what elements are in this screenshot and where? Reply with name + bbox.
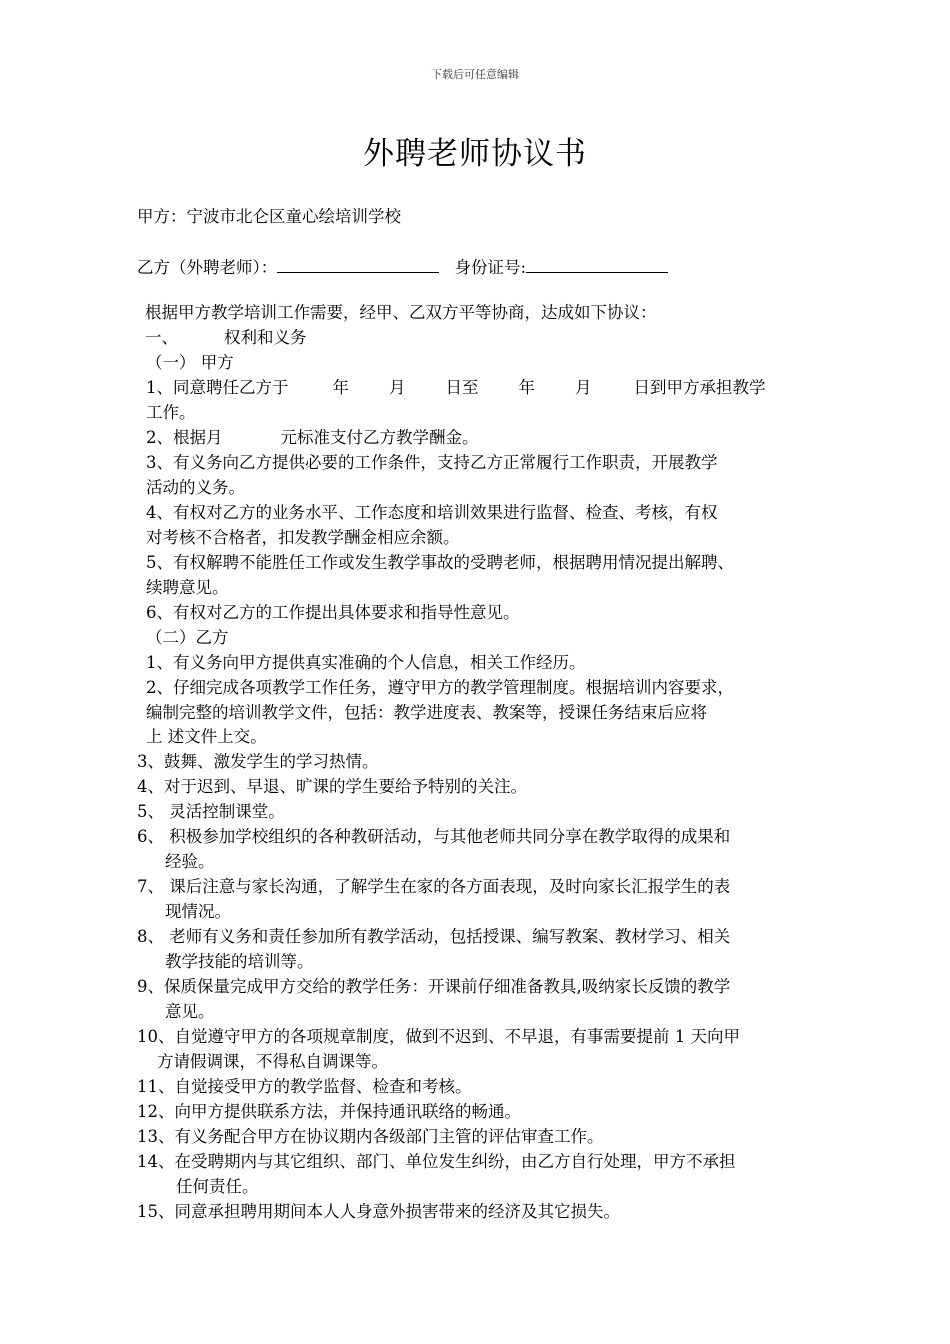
clause-b2: 2、仔细完成各项教学工作任务，遵守甲方的教学管理制度。根据培训内容要求， (146, 678, 734, 697)
clause-b2-continued-1: 编制完整的培训教学文件，包括：教学进度表、教案等，授课任务结束后应将 (146, 703, 707, 722)
clause-a5: 5、有权解聘不能胜任工作或发生教学事故的受聘老师，根据聘用情况提出解聘、 (146, 553, 734, 572)
section-one-number: 一、 (145, 328, 178, 347)
clause-b9: 9、保质保量完成甲方交给的教学任务：开课前仔细准备教具,吸纳家长反馈的教学 (137, 977, 731, 996)
clause-b14-continued: 任何责任。 (176, 1177, 259, 1196)
clause-b1: 1、有义务向甲方提供真实准确的个人信息，相关工作经历。 (146, 653, 586, 672)
clause-b15: 15、同意承担聘用期间本人人身意外损害带来的经济及其它损失。 (137, 1202, 620, 1221)
clause-b3: 3、鼓舞、激发学生的学习热情。 (137, 752, 379, 771)
clause-b13: 13、有义务配合甲方在协议期内各级部门主管的评估审查工作。 (137, 1127, 604, 1146)
clause-b10: 10、自觉遵守甲方的各项规章制度，做到不迟到、不早退，有事需要提前 1 天向甲 (137, 1027, 740, 1046)
clause-b11: 11、自觉接受甲方的教学监督、检查和考核。 (137, 1077, 472, 1096)
clause-a6: 6、有权对乙方的工作提出具体要求和指导性意见。 (146, 603, 520, 622)
party-a-line: 甲方：宁波市北仑区童心绘培训学校 (137, 207, 401, 226)
header-note: 下载后可任意编辑 (431, 68, 519, 81)
party-b-name-blank[interactable] (277, 256, 439, 273)
clause-b8-continued: 教学技能的培训等。 (165, 952, 314, 971)
clause-a3-continued: 活动的义务。 (146, 478, 245, 497)
clause-a1-month: 月 (389, 378, 406, 397)
clause-a1-day2: 日到甲方承担教学 (633, 378, 766, 397)
party-a-subheading: （一） 甲方 (146, 353, 234, 372)
clause-a4-continued: 对考核不合格者，扣发教学酬金相应余额。 (146, 528, 460, 547)
party-b-label: 乙方（外聘老师）： (137, 258, 278, 277)
clause-a2 (146, 427, 479, 449)
clause-b4: 4、对于迟到、早退、旷课的学生要给予特别的关注。 (137, 777, 527, 796)
intro-paragraph: 根据甲方教学培训工作需要，经甲、乙双方平等协商，达成如下协议： (145, 303, 657, 322)
clause-b6-continued: 经验。 (165, 852, 215, 871)
party-b-line (137, 254, 668, 278)
clause-b5: 5、 灵活控制课堂。 (137, 802, 285, 821)
clause-a1-year: 年 (332, 378, 349, 397)
document-title: 外聘老师协议书 (363, 136, 587, 172)
clause-b2-continued-2: 上 述文件上交。 (146, 727, 267, 746)
clause-b10-continued: 方请假调课，不得私自调课等。 (157, 1052, 388, 1071)
clause-b7: 7、 课后注意与家长沟通，了解学生在家的各方面表现，及时向家长汇报学生的表 (137, 877, 731, 896)
section-one-heading (145, 327, 307, 349)
clause-b9-continued: 意见。 (165, 1002, 215, 1021)
clause-a1 (146, 377, 766, 399)
clause-a1-month2: 月 (575, 378, 592, 397)
clause-a1-year2: 年 (518, 378, 535, 397)
party-b-subheading: （二）乙方 (146, 628, 229, 647)
id-number-label: 身份证号: (454, 258, 527, 277)
id-number-blank[interactable] (526, 256, 668, 273)
clause-b12: 12、向甲方提供联系方法，并保持通讯联络的畅通。 (137, 1102, 521, 1121)
clause-b6: 6、 积极参加学校组织的各种教研活动，与其他老师共同分享在教学取得的成果和 (137, 827, 731, 846)
clause-a1-continued: 工作。 (146, 403, 196, 422)
clause-a2-text: 2、根据月 (146, 428, 223, 447)
clause-a3: 3、有义务向乙方提供必要的工作条件，支持乙方正常履行工作职责，开展教学 (146, 453, 718, 472)
clause-b8: 8、 老师有义务和责任参加所有教学活动，包括授课、编写教案、教材学习、相关 (137, 927, 731, 946)
section-one-title: 权利和义务 (224, 328, 307, 347)
clause-a1-day-to: 日至 (445, 378, 479, 397)
clause-a1-text: 1、同意聘任乙方于 (146, 378, 289, 397)
clause-b14: 14、在受聘期内与其它组织、部门、单位发生纠纷，由乙方自行处理，甲方不承担 (137, 1152, 736, 1171)
clause-b7-continued: 现情况。 (165, 902, 231, 921)
clause-a5-continued: 续聘意见。 (146, 578, 229, 597)
clause-a2-text-end: 元标准支付乙方教学酬金。 (280, 428, 479, 447)
clause-a4: 4、有权对乙方的业务水平、工作态度和培训效果进行监督、检查、考核，有权 (146, 503, 718, 522)
